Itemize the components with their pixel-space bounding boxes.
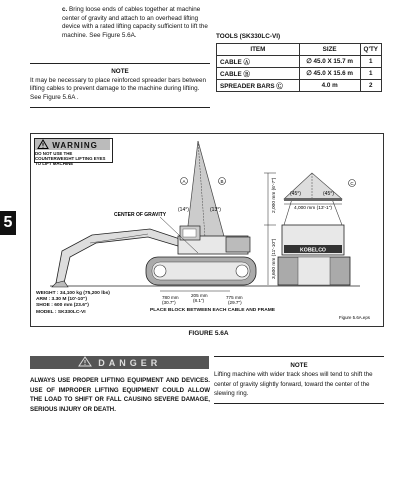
note2-bottom-rule bbox=[214, 403, 384, 404]
step-c bbox=[62, 6, 212, 40]
spreader-bar bbox=[284, 198, 342, 201]
note1-bottom-rule bbox=[30, 107, 210, 108]
tools-size: ∅ 45.0 X 15.6 m bbox=[299, 68, 360, 80]
angle-13: (13°) bbox=[210, 207, 221, 213]
tools-qty: 1 bbox=[360, 68, 381, 80]
dim-205a: 205 mm bbox=[191, 293, 208, 298]
danger-text: ALWAYS USE PROPER LIFTING EQUIPMENT AND DEVICES. USE OF IMPROPER LIFTING EQUIPMENT COULD ALLOW THE LOAD TO SHIFT OR FALL CAUSING SEVERE DAMAGE, SERIOUS INJURY OR DEATH. bbox=[30, 377, 210, 413]
label-a: A bbox=[182, 179, 186, 184]
note1-title: NOTE bbox=[111, 68, 129, 75]
label-b: B bbox=[220, 179, 224, 184]
tools-header-size: SIZE bbox=[299, 44, 360, 56]
dim-3600: 3,600 mm (11'-10") bbox=[272, 238, 277, 279]
place-block-note: PLACE BLOCK BETWEEN EACH CABLE AND FRAME bbox=[150, 308, 276, 313]
table-row bbox=[217, 56, 382, 68]
bucket bbox=[52, 281, 68, 287]
center-of-gravity-label: CENTER OF GRAVITY bbox=[114, 212, 167, 218]
tools-qty: 2 bbox=[360, 80, 381, 92]
chapter-tab: 5 bbox=[0, 211, 16, 235]
tools-header-row bbox=[217, 44, 382, 56]
counterweight bbox=[226, 237, 250, 252]
tools-size: 4.0 m bbox=[299, 80, 360, 92]
angle-14: (14°) bbox=[178, 207, 189, 213]
tools-size: ∅ 45.0 X 15.7 m bbox=[299, 56, 360, 68]
tools-qty: 1 bbox=[360, 56, 381, 68]
note2-top-rule bbox=[214, 356, 384, 357]
step-letter: c. bbox=[62, 6, 68, 13]
dim-205b: (8.1") bbox=[193, 298, 205, 303]
note2-text: Lifting machine with wider track shoes will tend to shift the center of gravity slightly forward, toward the center of the slewing ring. bbox=[214, 371, 373, 397]
dim-775a: 775 mm bbox=[226, 295, 243, 300]
brand-text: KOBELCO bbox=[300, 247, 326, 254]
tools-item: CABLE Ⓐ bbox=[217, 56, 300, 68]
danger-header bbox=[30, 356, 209, 369]
tools-table bbox=[216, 43, 382, 92]
note1-text: It may be necessary to place reinforced spreader bars between lifting cables to prevent damage to the machine during lifting. See Figure 5.6A . bbox=[30, 76, 207, 101]
machine-specs bbox=[36, 291, 110, 316]
dim-775b: (29.7") bbox=[228, 300, 242, 305]
tools-item: SPREADER BARS Ⓒ bbox=[217, 80, 300, 92]
note2 bbox=[214, 361, 384, 398]
figure-caption: FIGURE 5.6A bbox=[188, 330, 229, 337]
dim-2000: 2,000 mm (6'-7") bbox=[272, 177, 277, 213]
dim-780a: 780 mm bbox=[162, 295, 179, 300]
warning-title: WARNING bbox=[52, 141, 98, 150]
note2-title: NOTE bbox=[290, 362, 308, 369]
spec-shoe: SHOE : 600 mm (23.6") bbox=[36, 303, 89, 309]
spec-weight: WEIGHT : 34,100 kg (75,200 lbs) bbox=[36, 291, 110, 296]
dim-4000: 4,000 mm (13'-1") bbox=[293, 206, 333, 211]
angle-45a: (45°) bbox=[290, 191, 301, 197]
warning-text: DO NOT USE THE COUNTERWEIGHT LIFTING EYES TO LIFT MACHINE bbox=[35, 151, 106, 166]
tools-header-qty: Q'TY bbox=[360, 44, 381, 56]
tools-header-item: ITEM bbox=[217, 44, 300, 56]
spec-model: MODEL : SK330LC-VI bbox=[36, 309, 86, 315]
angle-45b: (45°) bbox=[323, 191, 334, 197]
dim-780b: (30.7") bbox=[162, 300, 176, 305]
note1-top-rule bbox=[30, 63, 210, 64]
note1 bbox=[30, 68, 210, 102]
spec-arm: ARM : 3.30 M (10'-10") bbox=[36, 297, 88, 303]
figure-file-label: Figure 5.6A.eps bbox=[339, 315, 370, 320]
tools-title: TOOLS (SK330LC-VI) bbox=[216, 33, 281, 40]
table-row bbox=[217, 80, 382, 92]
step-text: Bring loose ends of cables together at machine center of gravity and attach to an overhead lifting device with a rated lifting capacity sufficient to lift the machine. See Figure 5.6A. bbox=[62, 6, 208, 39]
danger-title: DANGER bbox=[98, 358, 162, 368]
label-c: C bbox=[350, 181, 354, 186]
danger-triangle-icon bbox=[78, 356, 92, 367]
table-row bbox=[217, 68, 382, 80]
tools-item: CABLE Ⓑ bbox=[217, 68, 300, 80]
